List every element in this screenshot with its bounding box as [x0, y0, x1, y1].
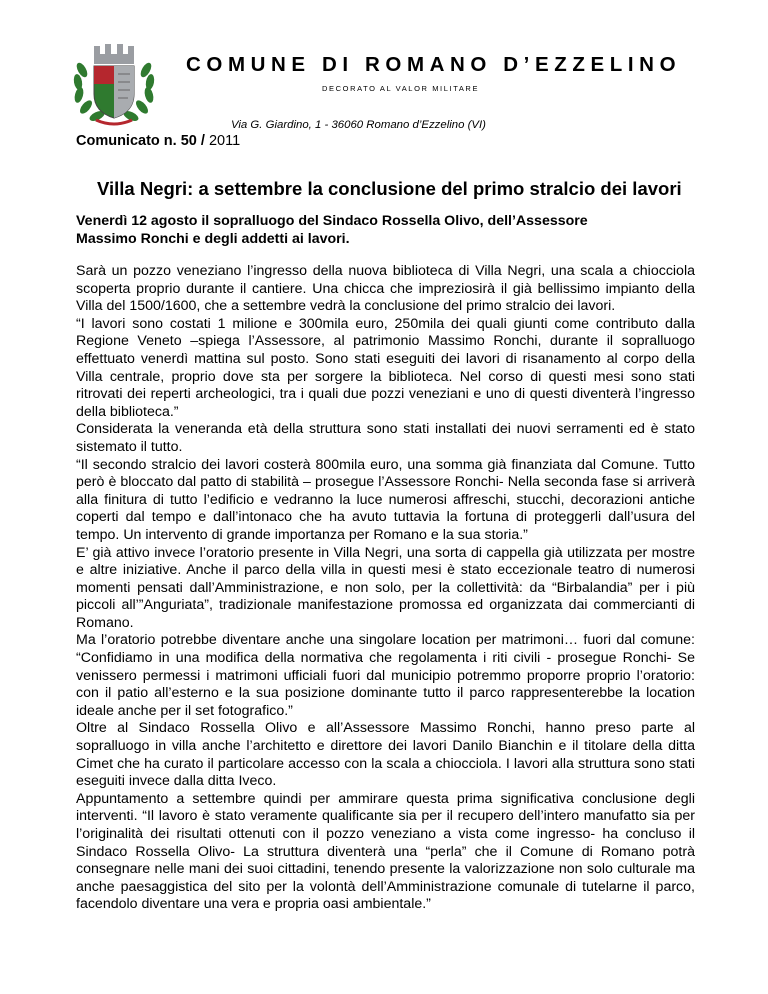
subheadline-line: Massimo Ronchi e degli addetti ai lavori. [76, 231, 350, 247]
subheadline-line: Venerdì 12 agosto il sopralluogo del Sindaco Rossella Olivo, dell’Assessore [76, 213, 588, 229]
press-release-year: 2011 [208, 133, 241, 149]
coat-of-arms-icon [70, 40, 158, 126]
article-body [76, 263, 695, 914]
press-release-number [76, 133, 240, 149]
municipality-address: Via G. Giardino, 1 - 36060 Romano d’Ezzelino (VI) [231, 119, 486, 131]
paragraph: “I lavori sono costati 1 milione e 300mila euro, 250mila dei quali giunti come contributo dalla Regione Veneto –spiega l’Assessore, al patrimonio Massimo Ronchi, durante il sopralluogo effettuato venerdì mattina sul posto. Sono stati eseguiti dei lavori di risanamento al corpo della Villa centrale, proprio dove sta per sorgere la biblioteca. Nel corso di questi mesi sono stati ritrovati dei reperti archeologici, tra i quali due pozzi veneziani e uno di questi diventerà l’ingresso della biblioteca.” [76, 315, 695, 420]
paragraph: E’ già attivo invece l’oratorio presente in Villa Negri, una sorta di cappella già utilizzata per mostre e altre iniziative. Anche il parco della villa in questi mesi è stato eccezionale teatro di numerosi momenti pensati dall’Amministrazione, e non solo, per la collettività: da “Birbalandia” per i più piccoli all’”Anguriata”, tradizionale manifestazione promossa ed organizzata dai commercianti di Romano. [76, 544, 695, 631]
press-release-label: Comunicato n. 50 / [76, 133, 205, 149]
paragraph: Ma l’oratorio potrebbe diventare anche una singolare location per matrimoni… fuori dal comune: “Confidiamo in una modifica della normativa che regolamenta i riti civili - prosegue Ronchi- Se venissero permessi i matrimoni ufficiali fuori dal municipio potremmo proporre proprio l’oratorio: con il patio all’esterno e la sua posizione dominante tutto il parco rappresenterebbe la location ideale anche per il set fotografico.” [76, 632, 695, 719]
paragraph: Appuntamento a settembre quindi per ammirare questa prima significativa conclusione degli interventi. “Il lavoro è stato veramente qualificante sia per il recupero dell’intero manufatto sia per l’originalità dei risultati ottenuti con il pozzo veneziano a vista come ingresso- ha concluso il Sindaco Rossella Olivo- La struttura diventerà una “perla” che il Comune di Romano potrà consegnare nelle mani dei suoi cittadini, tenendo presente la valorizzazione non solo culturale ma anche paesaggistica del sito per la volontà dell’Amministrazione comunale di tutelarne il parco, facendolo diventare una vera e propria oasi ambientale.” [76, 790, 695, 913]
paragraph: Considerata la veneranda età della struttura sono stati installati dei nuovi serramenti ed è stato sistemato il tutto. [76, 421, 695, 455]
headline: Villa Negri: a settembre la conclusione del primo stralcio dei lavori [97, 178, 682, 199]
paragraph: Sarà un pozzo veneziano l’ingresso della nuova biblioteca di Villa Negri, una scala a chiocciola scoperta proprio durante il cantiere. Una chicca che impreziosirà il già bellissimo impianto della Villa del 1500/1600, che a settembre vedrà la conclusione del primo stralcio dei lavori. [76, 263, 695, 315]
municipality-subtitle: DECORATO AL VALOR MILITARE [322, 84, 480, 93]
paragraph: Oltre al Sindaco Rossella Olivo e all’Assessore Massimo Ronchi, hanno preso parte al sopralluogo in villa anche l’architetto e direttore dei lavori Danilo Bianchin e il titolare della ditta Cimet che ha curato il particolare accesso con la scala a chiocciola. I lavori alla struttura sono stati eseguiti invece dalla ditta Iveco. [76, 720, 695, 790]
paragraph: “Il secondo stralcio dei lavori costerà 800mila euro, una somma già finanziata dal Comune. Tutto però è bloccato dal patto di stabilità – prosegue l’Assessore Ronchi- Nella seconda fase si arriverà alla finitura di tutto l’edificio e vedranno la luce numerosi affreschi, stucchi, decorazioni antiche coperti dal tempo e dall’intonaco che ha avuto tuttavia la fortuna di proteggerli dall’usura del tempo. Un intervento di grande importanza per Romano e la sua storia.” [76, 456, 695, 543]
subheadline [76, 212, 695, 248]
municipality-title: COMUNE DI ROMANO D’EZZELINO [186, 53, 682, 76]
